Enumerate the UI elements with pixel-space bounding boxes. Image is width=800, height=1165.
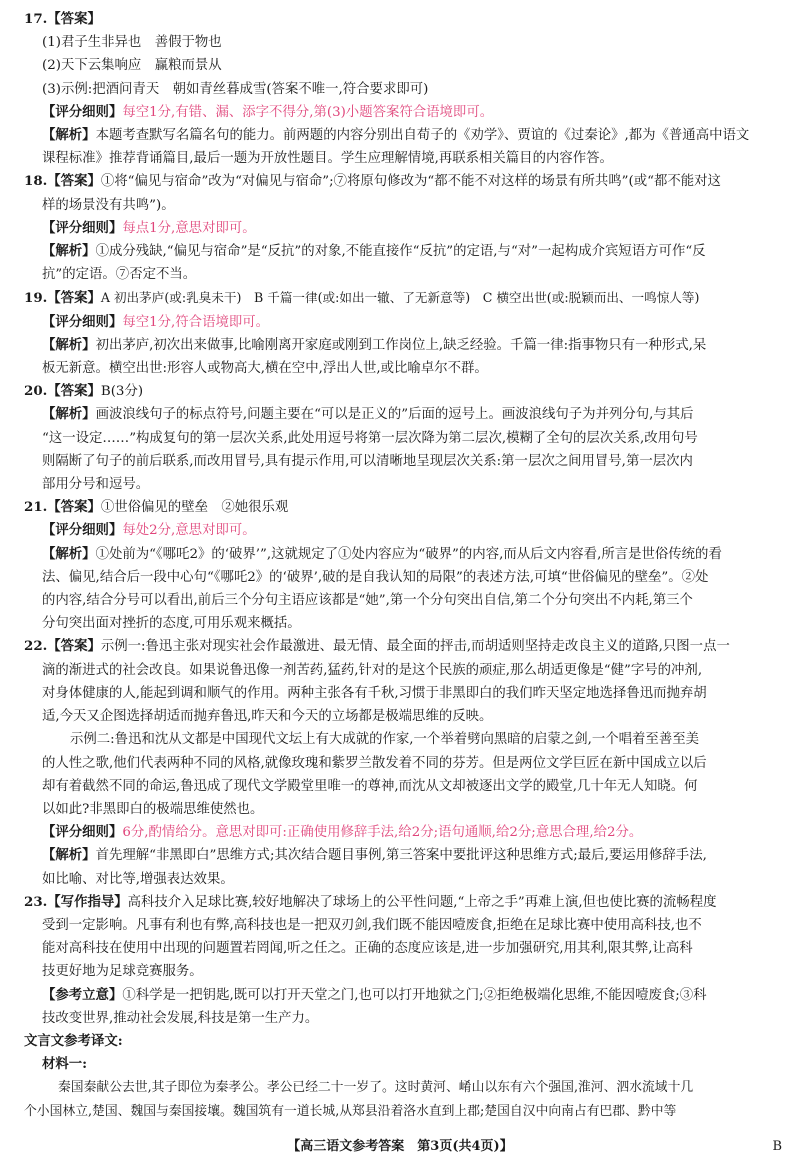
reference-tag: 【参考立意】 [42,986,123,1003]
analysis-text: 课程标准》推荐背诵篇目,最后一题为开放性题目。学生应理解情境,再联系相关篇目的内容作答。 [42,151,613,167]
question-20 [24,380,776,496]
question-19 [24,286,776,380]
rules-tag: 【评分细则】 [42,313,123,330]
answer-line: (1)君子生非异也 善假于物也 [42,35,222,51]
analysis-tag: 【解析】 [42,847,96,864]
answer-line: (3)示例:把酒问青天 朝如青丝暮成雪(答案不唯一,符合要求即可) [42,81,429,97]
rules-tag: 【评分细则】 [42,219,123,236]
answer-line: ①世俗偏见的壁垒 ②她很乐观 [100,500,289,516]
writing-guide-tag: 23.【写作指导】 [24,893,128,910]
guide-text: 技更好地为足球竞赛服务。 [42,964,203,980]
analysis-tag: 【解析】 [42,545,96,562]
answer-tag: 17.【答案】 [24,11,101,27]
rules-text: 每处2分,意思对即可。 [122,523,256,539]
answer-tag: 19.【答案】 [24,290,101,307]
translation-section [24,1030,776,1123]
answer-sheet-page [24,8,776,1123]
question-23 [24,891,776,1030]
analysis-text: 法、偏见,结合后一段中心句“《哪吒2》的‘破界’,破的是自我认知的局限”的表述方法,可填“世俗偏见的壁垒”。②处 [42,569,709,585]
reference-text: 技改变世界,推动社会发展,科技是第一生产力。 [42,1010,319,1026]
question-21 [24,496,776,635]
analysis-tag: 【解析】 [42,243,96,260]
analysis-tag: 【解析】 [42,336,96,353]
analysis-text: “这一设定……”构成复句的第一层次关系,此处用逗号将第一层次降为第二层次,模糊了全句的层次关系,改用句号 [42,430,698,446]
paper-version-mark: B [772,1139,782,1154]
footer-text: 【高三语文参考答案 第3页(共4页)】 [287,1139,513,1154]
guide-text: 受到一定影响。凡事有利也有弊,高科技也是一把双刃剑,我们既不能因噎废食,拒绝在足球比赛中使用高科技,也不 [42,917,702,933]
guide-text: 高科技介入足球比赛,较好地解决了球场上的公平性问题,“上帝之手”再难上演,但也使比赛的流畅程度 [127,894,717,910]
translation-text: 秦国秦献公去世,其子即位为秦孝公。孝公已经二十一岁了。这时黄河、崤山以东有六个强国,淮河、泗水流域十几 [58,1080,694,1096]
rules-tag: 【评分细则】 [42,522,123,539]
analysis-text: ①成分残缺,“偏见与宿命”是“反抗”的对象,不能直接作“反抗”的定语,与“对”一起构成介宾短语方可作“反 [95,244,706,260]
answer-line: 滴的渐进式的社会改良。如果说鲁迅像一剂苦药,猛药,针对的是这个民族的顽症,那么胡适更像是“健”字号的冲剂, [42,662,703,678]
analysis-text: ①处前为“《哪吒2》的‘破界’”,这就规定了①处内容应为“破界”的内容,而从后文内容看,所言是世俗传统的看 [95,546,722,562]
analysis-tag: 【解析】 [42,127,96,144]
analysis-text: 部用分号和逗号。 [42,477,150,493]
rules-text: 6分,酌情给分。意思对即可:正确使用修辞手法,给2分;语句通顺,给2分;意思合理,给2分。 [122,825,643,841]
question-17 [24,8,776,170]
answer-line: 示例一:鲁迅主张对现实社会作最激进、最无情、最全面的抨击,而胡适则坚持走改良主义的道路,只图一点一 [100,639,730,655]
answer-line: 的人性之歌,他们代表两种不同的风格,就像玫瑰和紫罗兰散发着不同的芬芳。但是两位文学巨匠在新中国成立以后 [42,755,707,771]
answer-line: 却有着截然不同的命运,鲁迅成了现代文学殿堂里唯一的尊神,而沈从文却被逐出文学的殿堂,几十年无人知晓。何 [42,778,698,794]
analysis-tag: 【解析】 [42,406,96,423]
answer-tag: 20.【答案】 [24,383,101,400]
rules-text: 每点1分,意思对即可。 [122,220,256,236]
rules-text: 每空1分,符合语境即可。 [122,314,270,330]
analysis-text: 分句突出面对挫折的态度,可用乐观来概括。 [42,616,301,632]
analysis-text: 初出茅庐,初次出来做事,比喻刚离开家庭或刚到工作岗位上,缺乏经验。千篇一律:指事物只有一种形式,呆 [95,337,707,353]
answer-line: 适,今天又企图选择胡适而抛弃鲁迅,昨天和今天的立场都是极端思维的反映。 [42,709,493,725]
guide-text: 能对高科技在使用中出现的问题置若罔闻,听之任之。正确的态度应该是,进一步加强研究,用其利,限其弊,让高科 [42,941,693,957]
analysis-text: 抗”的定语。⑦否定不当。 [42,267,197,283]
answer-line: (2)天下云集响应 赢粮而景从 [42,58,222,74]
answer-line: 对身体健康的人,能起到调和顺气的作用。两种主张各有千秋,习惯于非黑即白的我们昨天坚定地选择鲁迅而抛弃胡 [42,685,707,701]
answer-line: B(3分) [100,384,144,400]
analysis-text: 首先理解“非黑即白”思维方式;其次结合题目事例,第三答案中要批评这种思维方式;最后,要运用修辞手法, [95,848,707,864]
analysis-text: 的内容,结合分号可以看出,前后三个分句主语应该都是“她”,第一个分句突出自信,第二个分句突出不内耗,第三个 [42,593,693,609]
page-footer [0,1135,800,1157]
answer-line: ①将“偏见与宿命”改为“对偏见与宿命”;⑦将原句修改为“都不能不对这样的场景有所共鸣”(或“都不能对这 [100,174,721,190]
answer-line: A 初出茅庐(或:乳臭未干) B 千篇一律(或:如出一辙、了无新意等) C 横空出世(或:脱颖而出、一鸣惊人等) [100,290,700,306]
answer-tag: 22.【答案】 [24,638,101,655]
answer-line: 示例二:鲁迅和沈从文都是中国现代文坛上有大成就的作家,一个举着劈向黑暗的启蒙之剑,一个唱着至善至美 [70,732,699,748]
analysis-text: 本题考查默写名篇名句的能力。前两题的内容分别出自荀子的《劝学》、贾谊的《过秦论》,都为《普通高中语文 [95,128,750,144]
answer-tag: 21.【答案】 [24,499,101,516]
rules-tag: 【评分细则】 [42,103,123,120]
answer-line: 样的场景没有共鸣”)。 [42,197,175,213]
material-label: 材料一: [42,1056,88,1073]
rules-text: 每空1分,有错、漏、添字不得分,第(3)小题答案符合语境即可。 [122,104,494,120]
analysis-text: 则隔断了句子的前后联系,而改用冒号,具有提示作用,可以清晰地呈现层次关系:第一层次之间用冒号,第一层次内 [42,453,693,469]
question-22 [24,635,776,890]
rules-tag: 【评分细则】 [42,824,123,841]
reference-text: ①科学是一把钥匙,既可以打开天堂之门,也可以打开地狱之门;②拒绝极端化思维,不能因噎废食;③科 [122,987,707,1003]
analysis-text: 板无新意。横空出世:形容人或物高大,横在空中,浮出人世,或比喻卓尔不群。 [42,361,488,377]
analysis-text: 如比喻、对比等,增强表达效果。 [42,871,234,887]
translation-text: 个小国林立,楚国、魏国与秦国接壤。魏国筑有一道长城,从郑县沿着洛水直到上郡;楚国自汉中向南占有巴郡、黔中等 [24,1103,677,1119]
question-18 [24,170,776,286]
analysis-text: 画波浪线句子的标点符号,问题主要在“可以是正义的”后面的逗号上。画波浪线句子为并列分句,与其后 [95,407,694,423]
translation-title: 文言文参考译文: [24,1032,123,1049]
answer-tag: 18.【答案】 [24,173,101,190]
answer-line: 以如此?非黑即白的极端思维使然也。 [42,801,264,817]
